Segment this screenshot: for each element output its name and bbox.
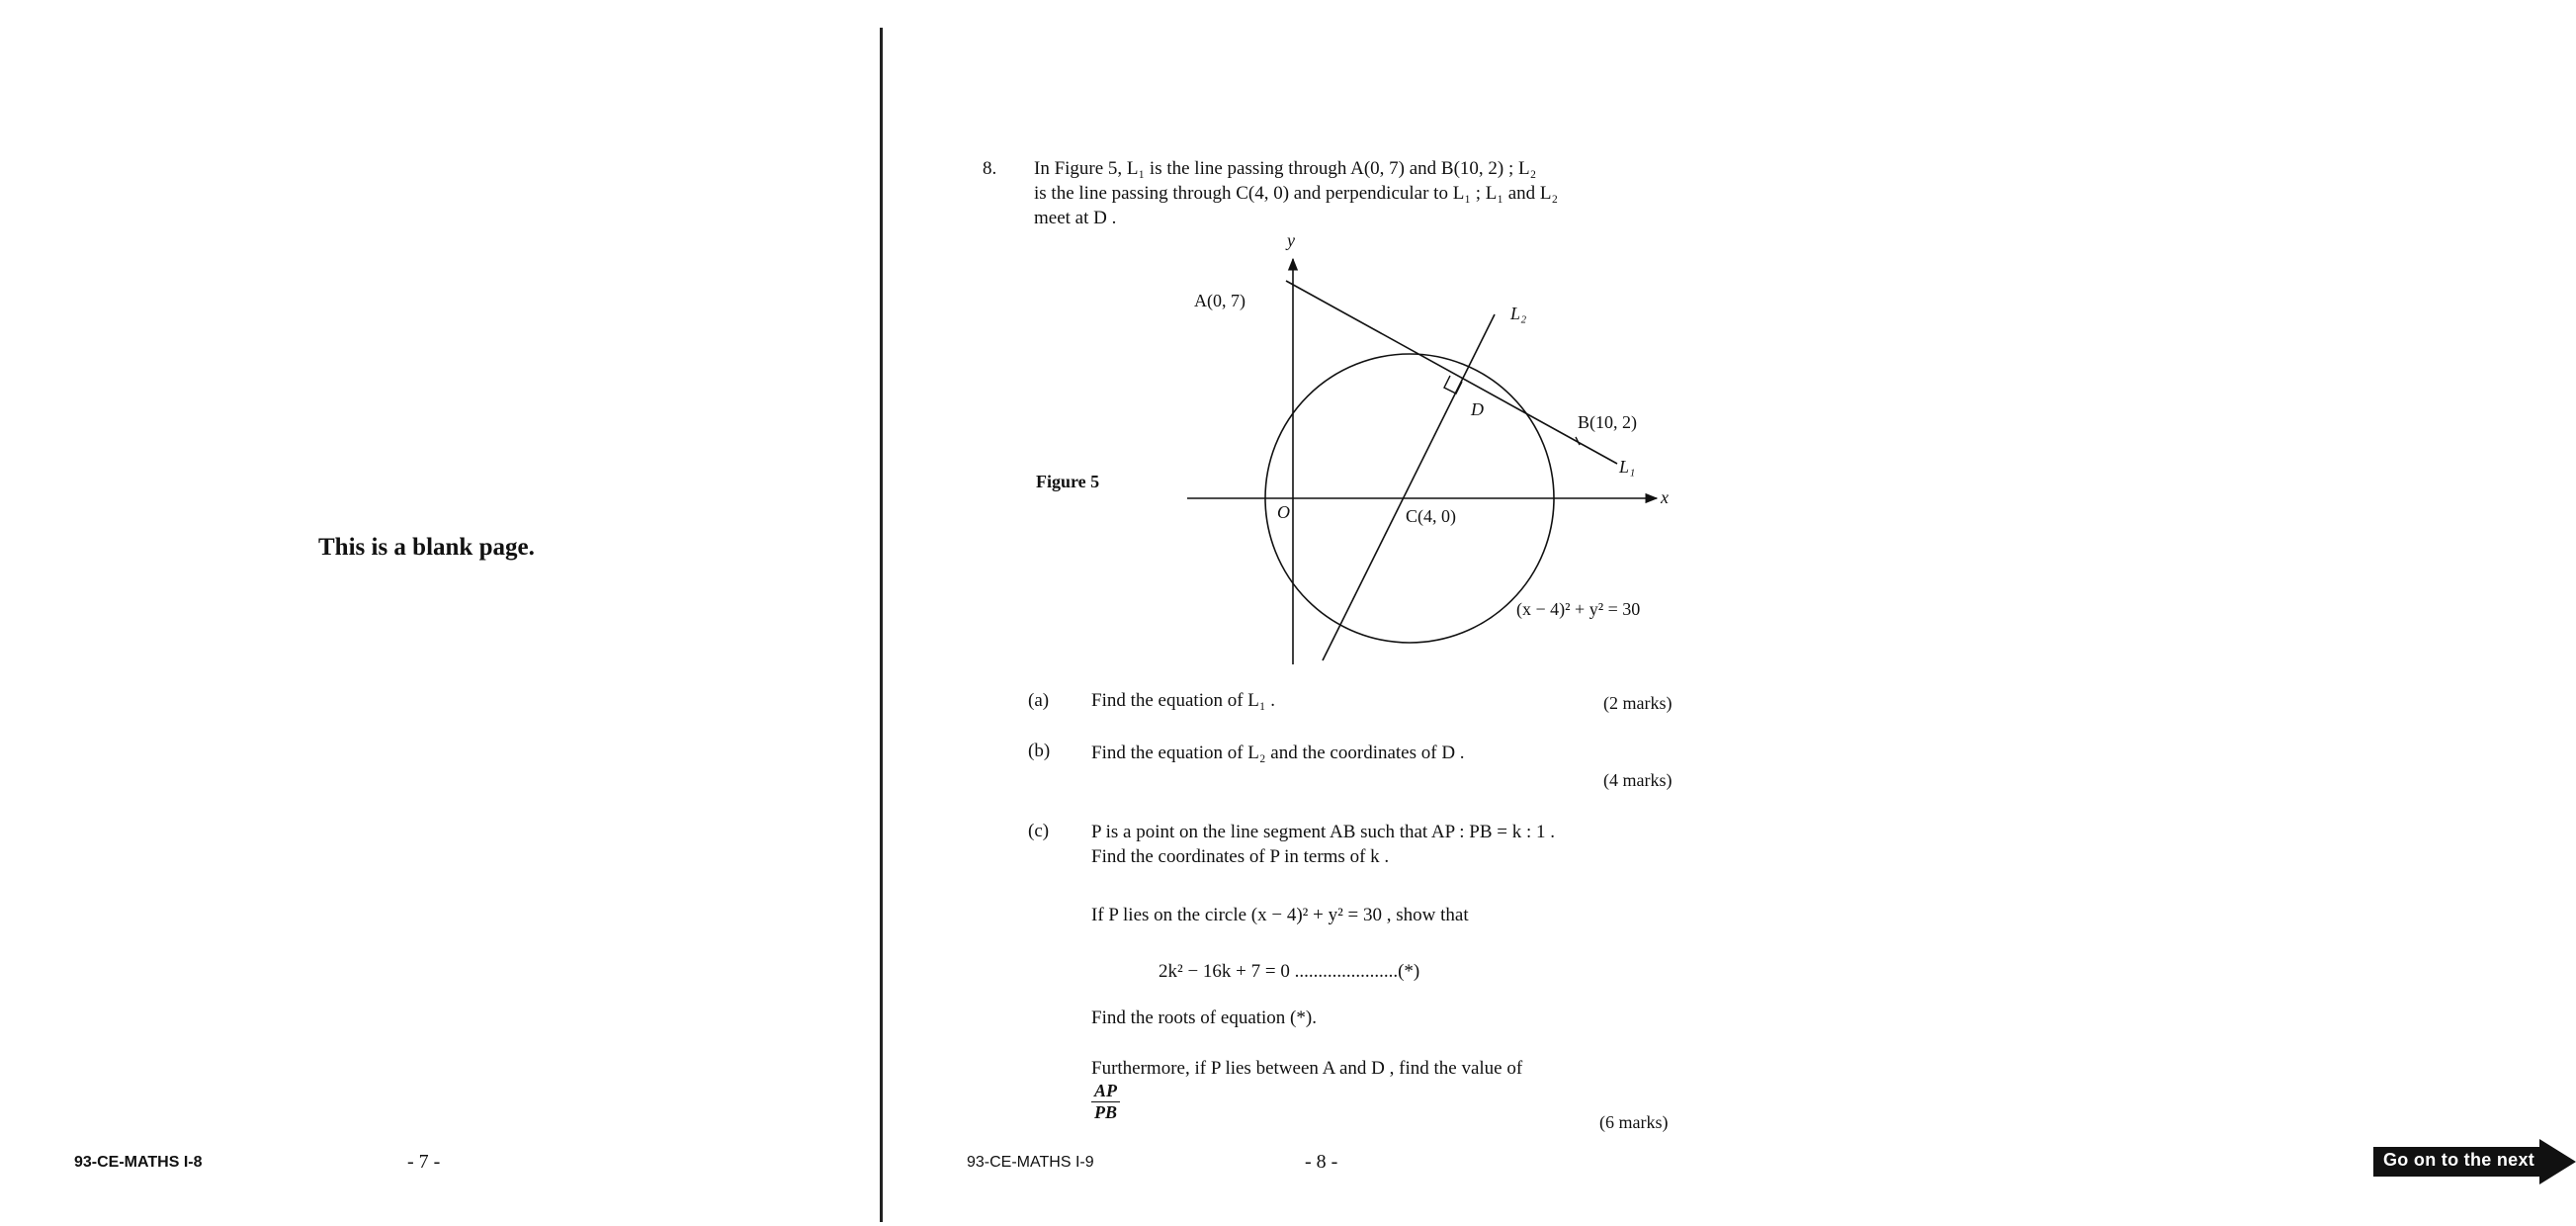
blank-page-notice: This is a blank page. <box>318 534 535 561</box>
left-page-number: - 7 - <box>407 1151 441 1173</box>
part-c-line-1: P is a point on the line segment AB such that AP : PB = k : 1 . <box>1091 822 1556 842</box>
part-a-label: (a) <box>1028 690 1050 711</box>
part-c-label: (c) <box>1028 821 1050 841</box>
fraction-numerator: AP <box>1091 1081 1120 1102</box>
point-C-label: C(4, 0) <box>1406 506 1456 526</box>
line-L1 <box>1286 281 1617 464</box>
question-intro-line-2: is the line passing through C(4, 0) and perpendicular to L₁ ; L₁ and L₂ <box>1034 183 1559 204</box>
line-L1-label: L₁ <box>1619 457 1636 477</box>
right-page <box>886 0 2535 1226</box>
ap-over-pb-fraction <box>1091 1081 1120 1123</box>
part-c-line-3: If P lies on the circle (x − 4)² + y² = 30 , show that <box>1091 905 1469 925</box>
circle-equation-label: (x − 4)² + y² = 30 <box>1516 599 1641 619</box>
fraction-denominator: PB <box>1094 1102 1118 1122</box>
part-c-line-2: Find the coordinates of P in terms of k . <box>1091 846 1390 867</box>
left-page <box>0 0 880 1226</box>
figure-caption: Figure 5 <box>1036 472 1100 491</box>
part-c-marks: (6 marks) <box>1599 1112 1669 1132</box>
part-a-marks: (2 marks) <box>1603 693 1673 713</box>
origin-label: O <box>1277 502 1290 522</box>
right-page-number: - 8 - <box>1305 1151 1338 1173</box>
question-intro-line-1: In Figure 5, L₁ is the line passing through A(0, 7) and B(10, 2) ; L₂ <box>1034 158 1537 179</box>
line-L2-label: L₂ <box>1510 304 1527 323</box>
question-intro-line-3: meet at D . <box>1034 208 1117 228</box>
line-L2 <box>1323 314 1495 660</box>
next-page-label: Go on to the next page <box>2383 1150 2535 1190</box>
y-axis-label: y <box>1287 230 1295 250</box>
point-D-label: D <box>1471 399 1484 419</box>
part-b-marks: (4 marks) <box>1603 770 1673 790</box>
part-a-text: Find the equation of L₁ . <box>1091 690 1276 711</box>
part-b-text: Find the equation of L₂ and the coordinates of D . <box>1091 743 1465 763</box>
x-axis-label: x <box>1661 487 1669 507</box>
point-B-label: B(10, 2) <box>1578 412 1637 432</box>
question-number: 8. <box>983 158 997 179</box>
part-c-equation: 2k² − 16k + 7 = 0 ......................(*) <box>1159 961 1420 982</box>
right-footer-code: 93-CE-MATHS I-9 <box>967 1154 1094 1171</box>
part-c-line-4: Find the roots of equation (*). <box>1091 1007 1317 1028</box>
left-footer-code: 93-CE-MATHS I-8 <box>74 1154 203 1171</box>
page-spine-divider <box>880 28 883 1222</box>
point-A-label: A(0, 7) <box>1194 291 1245 310</box>
part-c-line-5: Furthermore, if P lies between A and D , find the value of <box>1091 1058 1523 1079</box>
part-b-label: (b) <box>1028 741 1051 761</box>
go-to-next-page-button[interactable] <box>2373 1139 2576 1190</box>
